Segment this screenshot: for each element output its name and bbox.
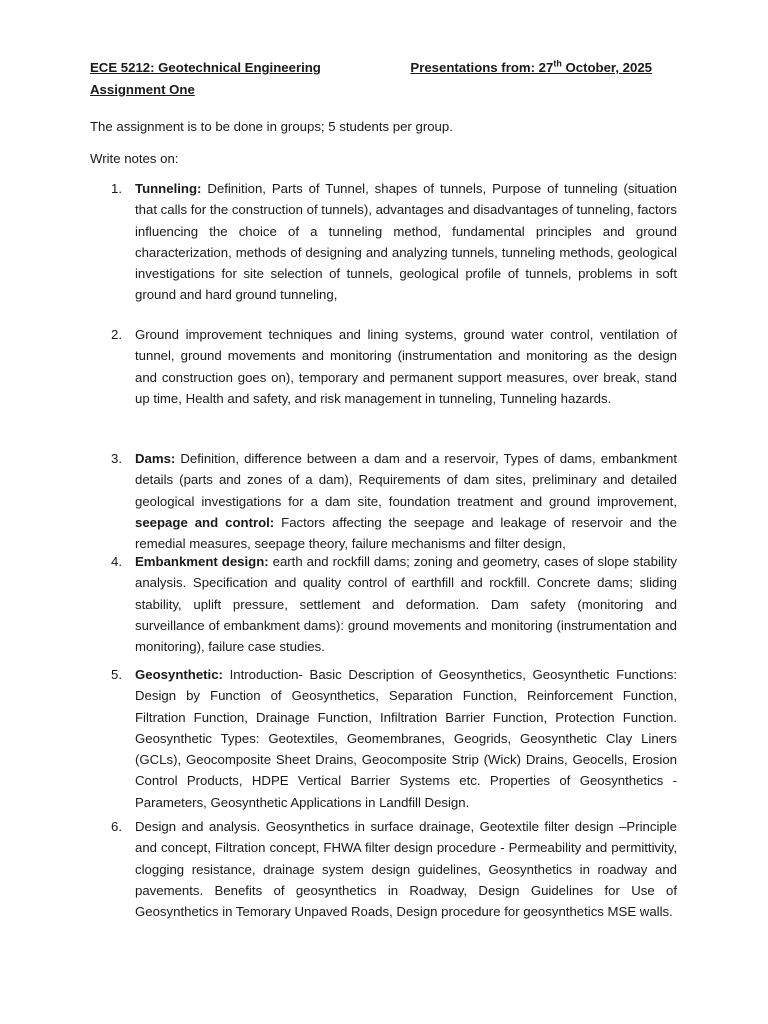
assignment-title: Assignment One [90, 82, 195, 97]
item-text: Definition, Parts of Tunnel, shapes of tunnels, Purpose of tunneling (situation that calls for the construction of tunnels), advantages and disadvantages of tunneling, factors influencing the choice of a tunneling method, fundamental principles and ground characterization, methods of designing and analyzing tunnels, tunneling methods, geological investigations for site selection of tunnels, geological profile of tunnels, problems in soft ground and hard ground tunneling, [135, 181, 677, 303]
presentation-date-suffix: October, 2025 [561, 60, 652, 75]
item-text-2: Factors affecting the seepage and leakage of reservoir and the remedial measures, seepage theory, failure mechanisms and filter design, [135, 514, 677, 552]
item-text: Ground improvement techniques and lining systems, ground water control, ventilation of tunnel, ground movements and monitoring (instrumentation and monitoring as the design and construction goes on), temporary and permanent support measures, over break, stand up time, Health and safety, and risk management in tunneling, Tunneling hazards. [135, 327, 677, 406]
item-text: earth and rockfill dams; zoning and geometry, cases of slope stability analysis. Specification and quality control of earthfill and rockfill. Concrete dams; sliding stability, uplift pressure, settlement and deformation. Dam safety (monitoring and surveillance of embankment dams): ground movements and monitoring (instrumentation and monitoring), failure case studies. [135, 554, 677, 655]
list-number-3: 3. [111, 451, 122, 466]
list-item-design-analysis [135, 816, 677, 922]
list-number-2: 2. [111, 327, 122, 342]
intro-text: The assignment is to be done in groups; 5 students per group. [90, 119, 453, 134]
item-heading: Dams: [135, 451, 176, 466]
item-text: Design and analysis. Geosynthetics in surface drainage, Geotextile filter design –Principle and concept, Filtration concept, FHWA filter design procedure - Permeability and permittivity, clogging resistance, drainage system design guidelines, Geosynthetics in roadway and pavements. Benefits of geosynthetics in Roadway, Design Guidelines for Use of Geosynthetics in Temorary Unpaved Roads, Design procedure for geosynthetics MSE walls. [135, 819, 677, 920]
write-notes-label: Write notes on: [90, 151, 179, 166]
list-number-4: 4. [111, 554, 122, 569]
course-title: ECE 5212: Geotechnical Engineering [90, 60, 321, 75]
list-number-6: 6. [111, 819, 122, 834]
item-heading: Geosynthetic: [135, 667, 223, 682]
presentation-date [410, 59, 652, 77]
list-item-dams [135, 448, 677, 554]
list-item-tunneling [135, 178, 677, 306]
item-subheading: seepage and control: [135, 514, 275, 530]
presentation-date-prefix: Presentations from: 27 [410, 60, 554, 75]
presentation-date-sup: th [553, 58, 562, 69]
list-item-ground-improvement [135, 324, 677, 409]
list-item-geosynthetic [135, 664, 677, 813]
item-text: Definition, difference between a dam and a reservoir, Types of dams, embankment details (parts and zones of a dam), Requirements of dam sites, preliminary and detailed geological investigations for a dam site, foundation treatment and ground improvement, [135, 451, 677, 509]
list-item-embankment-design [135, 551, 677, 657]
item-heading: Embankment design: [135, 554, 269, 569]
list-number-5: 5. [111, 667, 122, 682]
item-heading: Tunneling: [135, 181, 202, 196]
document-header [90, 59, 652, 79]
item-text: Introduction- Basic Description of Geosynthetics, Geosynthetic Functions: Design by Function of Geosynthetics, Separation Function, Reinforcement Function, Filtration Function, Drainage Function, Infiltration Barrier Function, Protection Function. Geosynthetic Types: Geotextiles, Geomembranes, Geogrids, Geosynthetic Clay Liners (GCLs), Geocomposite Sheet Drains, Geocomposite Strip (Wick) Drains, Geocells, Erosion Control Products, HDPE Vertical Barrier Systems etc. Properties of Geosynthetics - Parameters, Geosynthetic Applications in Landfill Design. [135, 667, 677, 810]
list-number-1: 1. [111, 181, 122, 196]
